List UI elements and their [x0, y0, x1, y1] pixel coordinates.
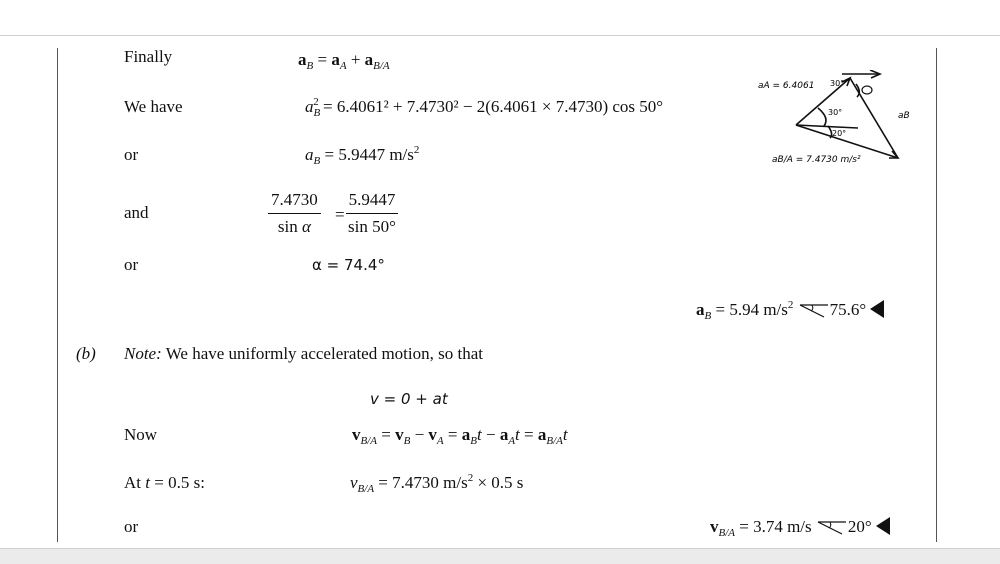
vector-triangle-sketch	[758, 70, 923, 170]
equation-aB-value: $a_B = 5.9447$ $m/s^2$	[305, 144, 420, 167]
alpha-result: α = 74.4°	[312, 256, 385, 274]
fraction-left	[268, 190, 321, 237]
part-b-label: (b)	[76, 344, 96, 363]
law-of-cosines-rhs: = 6.4061² + 7.4730² − 2(6.4061 × 7.4730) cos 50°	[318, 97, 664, 116]
bottom-band	[0, 548, 1000, 564]
sketch-aB-label: aB	[898, 111, 910, 121]
answer-b: $v_{B/A} = 3.74$ m/s 20°	[710, 517, 890, 537]
fraction-right	[345, 190, 399, 237]
left-border	[57, 48, 58, 542]
aB-value: = 5.9447 m/s	[320, 145, 414, 164]
velocity-equation: v = 0 + at	[370, 390, 448, 408]
label-at-time: At t = 0.5 s:	[124, 473, 205, 492]
sketch-angle-30: 30°	[828, 108, 843, 117]
answer-a-angle: 75.6°	[829, 300, 867, 319]
equation-law-of-cosines: $a_B^2 = 6.4061^2 + 7.4730^2 - 2(6.4061 \times 7.4730)$ cos 50°	[305, 96, 664, 119]
answer-marker-icon	[870, 300, 884, 318]
label-finally: Finally	[124, 47, 173, 66]
note-text: We have uniformly accelerated motion, so that	[161, 344, 483, 363]
answer-b-angle: 20°	[847, 517, 872, 536]
note-label: Note:	[124, 344, 162, 363]
label-or-2: or	[124, 255, 139, 274]
sketch-aA-label: aA = 6.4061	[758, 81, 815, 91]
right-border	[936, 48, 937, 542]
answer-marker-icon	[876, 517, 890, 535]
answer-b-value: = 3.74 m/s	[735, 517, 812, 536]
equation-vBA-value: $v_{B/A} = 7.4730$ $m/s^2 \times 0.5$ s	[350, 472, 524, 495]
answer-a-value: = 5.94 m/s	[711, 300, 788, 319]
relative-velocity-equation: $v_{B/A} = v_B - v_A = a_Bt - a_At = a_{B/A}t$	[352, 425, 568, 447]
angle-icon	[798, 302, 830, 318]
sketch-aBA-label: aB/A = 7.4730 m/s²	[772, 155, 861, 165]
vBA-value: = 7.4730 m/s	[374, 473, 468, 492]
label-or-1: or	[124, 145, 139, 164]
label-or-3: or	[124, 517, 139, 536]
sketch-angle-20: 20°	[832, 129, 847, 138]
answer-a: $a_B = 5.94$ $m/s^2$ 75.6°	[696, 300, 884, 320]
label-and: and	[124, 203, 149, 222]
equals-sign: =	[335, 205, 345, 224]
alpha-symbol-sketch	[862, 86, 872, 94]
top-band	[0, 0, 1000, 36]
label-now: Now	[124, 425, 158, 444]
angle-icon	[816, 519, 848, 535]
sketch-angle-30-top: 30°	[830, 79, 845, 88]
note-line	[124, 344, 483, 364]
top-divider	[0, 35, 1000, 36]
fraction-right-denominator: sin 50°	[348, 217, 396, 236]
fraction-left-numerator: 7.4730	[268, 190, 321, 214]
vBA-value-tail: × 0.5 s	[473, 473, 524, 492]
fraction-right-numerator: 5.9447	[346, 190, 399, 214]
label-we-have: We have	[124, 97, 183, 116]
fraction-left-denominator: sin α	[277, 217, 311, 236]
equation-finally: $a_B = a_A + a_{B/A}$	[298, 50, 390, 72]
